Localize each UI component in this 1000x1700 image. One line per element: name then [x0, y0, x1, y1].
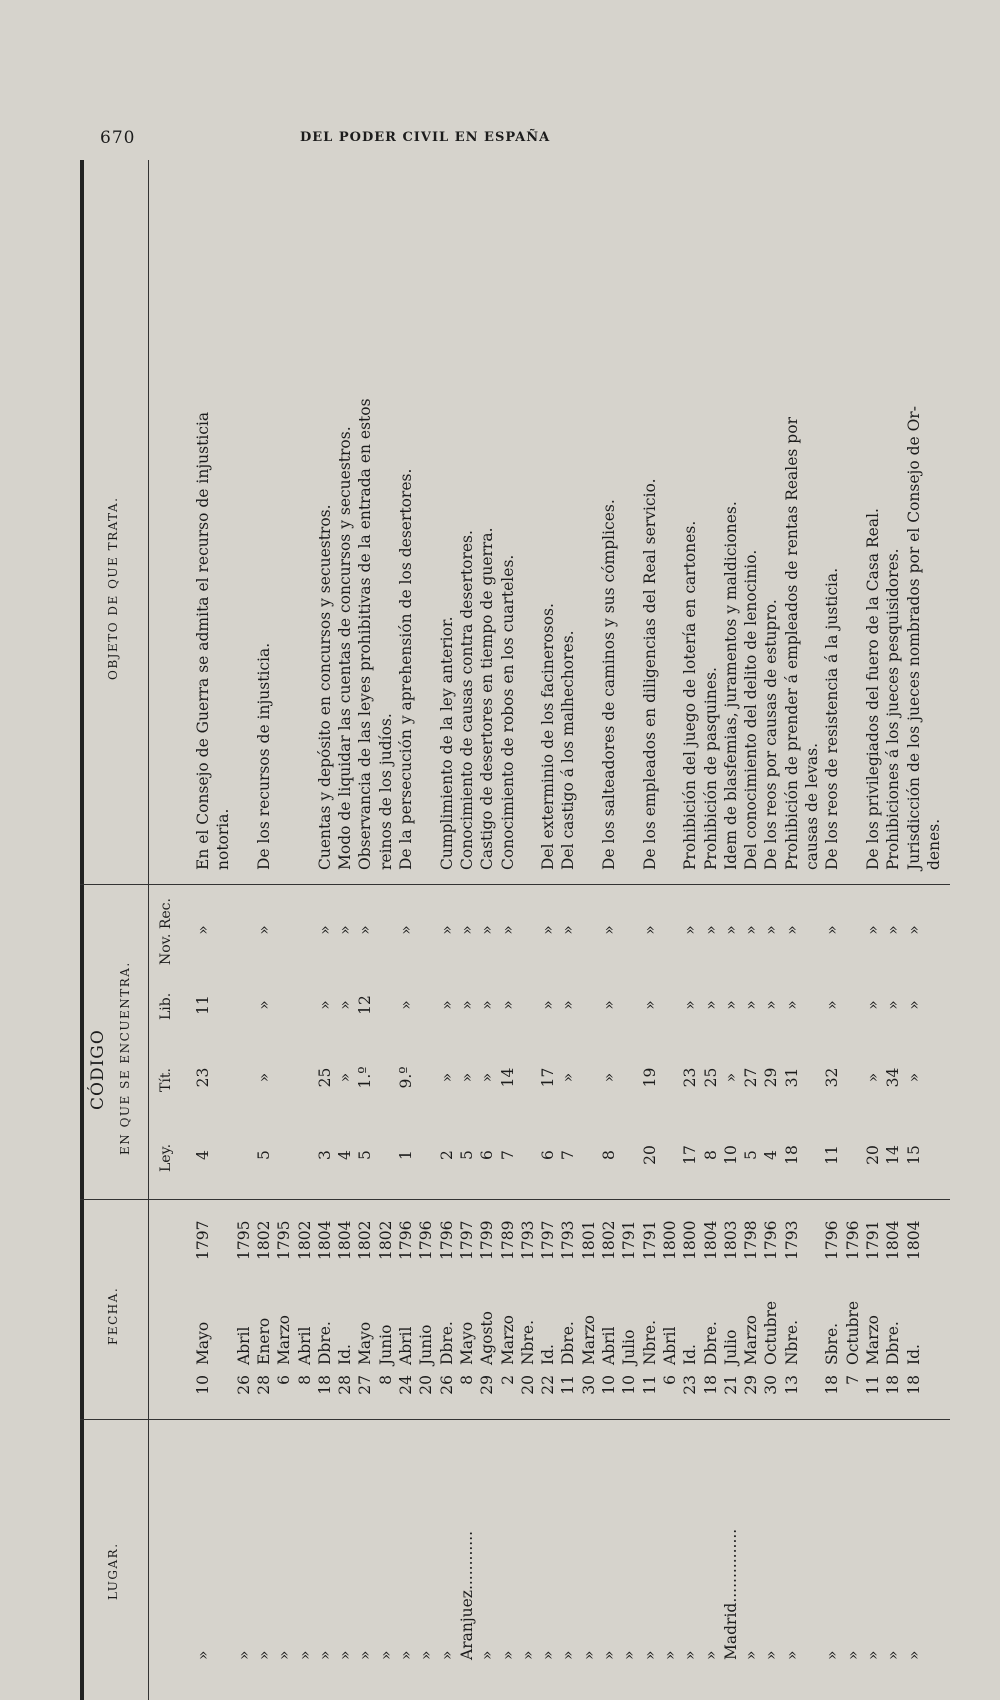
cell-year: 1791: [640, 1220, 659, 1260]
cell-month: Id.: [336, 1344, 355, 1365]
cell-objeto: Jurisdicción de los jueces nombrados por el Consejo de Or-: [904, 406, 923, 870]
cell-lugar: »: [376, 1650, 395, 1660]
cell-lib: »: [478, 1000, 497, 1010]
cell-day: 18: [884, 1375, 903, 1395]
cell-lib: »: [254, 1000, 273, 1010]
cell-lugar: »: [701, 1650, 720, 1660]
cell-tit: »: [254, 1072, 273, 1083]
cell-year: 1804: [315, 1220, 334, 1260]
cell-lugar: »: [600, 1650, 618, 1660]
cell-ley: 7: [559, 1150, 578, 1160]
cell-month: Nbre.: [518, 1320, 537, 1365]
col-header-fecha: FECHA.: [106, 1286, 120, 1345]
cell-ley: 5: [254, 1150, 273, 1160]
cell-month: Abril: [397, 1326, 415, 1365]
cell-ley: 6: [539, 1150, 558, 1160]
cell-month: Nbre.: [782, 1320, 801, 1365]
cell-ley: 5: [457, 1150, 476, 1160]
cell-day: 8: [295, 1375, 314, 1385]
cell-tit: »: [559, 1072, 578, 1083]
cell-month: Dbre.: [315, 1321, 334, 1365]
cell-day: 26: [234, 1375, 253, 1395]
cell-lib: »: [823, 1000, 842, 1010]
cell-lugar: »: [336, 1650, 355, 1660]
cell-ley: 1: [397, 1150, 415, 1160]
cell-day: 23: [681, 1375, 700, 1395]
cell-year: 1797: [539, 1220, 558, 1260]
cell-lugar: »: [254, 1650, 273, 1660]
cell-objeto: De los privilegiados del fuero de la Casa Real.: [863, 508, 882, 870]
cell-year: 1793: [782, 1220, 801, 1260]
cell-year: 1796: [843, 1220, 862, 1260]
cell-lugar: »: [518, 1650, 537, 1660]
cell-ley: 6: [478, 1150, 497, 1160]
cell-tit: »: [437, 1072, 456, 1083]
cell-objeto: Prohibiciones á los jueces pesquisidores.: [884, 548, 903, 870]
cell-month: Dbre.: [884, 1321, 903, 1365]
cell-objeto: De los salteadores de caminos y sus cómplices.: [600, 499, 618, 870]
cell-year: 1795: [234, 1220, 253, 1260]
cell-lugar: »: [559, 1650, 578, 1660]
cell-lugar: »: [843, 1650, 862, 1660]
cell-lugar: Madrid...............: [721, 1528, 740, 1660]
cell-year: 1804: [336, 1220, 355, 1260]
cell-objeto: Del conocimiento del delito de lenocinio.: [742, 549, 761, 870]
cell-nov: »: [498, 925, 517, 935]
cell-lugar: »: [762, 1650, 781, 1660]
cell-year: 1802: [600, 1220, 618, 1260]
cell-objeto: Conocimiento de robos en los cuarteles.: [498, 554, 517, 870]
cell-month: Mayo: [457, 1321, 476, 1365]
cell-tit: »: [721, 1072, 740, 1083]
page-number: 670: [100, 128, 136, 148]
cell-day: 28: [254, 1375, 273, 1395]
cell-month: Octubre: [762, 1300, 781, 1365]
cell-ley: 10: [721, 1145, 740, 1165]
cell-year: 1796: [417, 1220, 436, 1260]
table-row: [919, 160, 949, 1700]
cell-objeto: En el Consejo de Guerra se admita el recurso de injusticia: [194, 411, 212, 870]
cell-day: 21: [721, 1375, 740, 1395]
cell-day: 13: [782, 1375, 801, 1395]
cell-lugar: »: [275, 1650, 294, 1660]
cell-month: Dbre.: [701, 1321, 720, 1365]
cell-month: Id.: [539, 1344, 558, 1365]
cell-day: 27: [356, 1375, 375, 1395]
cell-ley: 4: [194, 1150, 212, 1160]
cell-objeto: Castigo de desertores en tiempo de guerra.: [478, 527, 497, 870]
cell-nov: »: [863, 925, 882, 935]
cell-tit: 25: [701, 1067, 720, 1088]
legislation-table-wrap: [80, 160, 950, 1700]
cell-day: 10: [600, 1375, 618, 1395]
cell-tit: 32: [823, 1067, 842, 1088]
cell-month: Enero: [254, 1317, 273, 1365]
cell-objeto: Del castigo á los malhechores.: [559, 630, 578, 870]
cell-lib: »: [397, 1000, 415, 1010]
subheader-ley: Ley.: [158, 1143, 174, 1172]
cell-nov: »: [559, 925, 578, 935]
cell-ley: 4: [336, 1150, 355, 1160]
cell-ley: 18: [782, 1145, 801, 1165]
cell-month: Id.: [904, 1344, 923, 1365]
cell-nov: »: [823, 925, 842, 935]
cell-day: 8: [376, 1375, 395, 1385]
cell-objeto: notoria.: [214, 808, 233, 870]
cell-lib: »: [457, 1000, 476, 1010]
cell-month: Mayo: [356, 1321, 375, 1365]
cell-tit: 29: [762, 1067, 781, 1088]
cell-objeto: Observancia de las leyes prohibitivas de la entrada en estos: [356, 398, 375, 870]
cell-month: Marzo: [498, 1314, 517, 1365]
cell-day: 8: [457, 1375, 476, 1385]
cell-objeto: reinos de los judíos.: [376, 713, 395, 870]
cell-lib: »: [315, 1000, 334, 1010]
cell-lugar: »: [863, 1650, 882, 1660]
page-header: [100, 128, 960, 152]
cell-objeto: Cumplimiento de la ley anterior.: [437, 616, 456, 870]
cell-tit: 25: [315, 1067, 334, 1088]
cell-month: Marzo: [579, 1314, 598, 1365]
cell-month: Abril: [295, 1326, 314, 1365]
cell-lugar: »: [681, 1650, 700, 1660]
running-title: DEL PODER CIVIL EN ESPAÑA: [300, 130, 551, 145]
cell-lugar: »: [397, 1650, 415, 1660]
cell-month: Octubre: [843, 1300, 862, 1365]
cell-lugar: »: [539, 1650, 558, 1660]
cell-day: 18: [701, 1375, 720, 1395]
cell-lib: »: [498, 1000, 517, 1010]
cell-lugar: »: [417, 1650, 436, 1660]
cell-lugar: »: [295, 1650, 314, 1660]
cell-lugar: »: [620, 1650, 639, 1660]
cell-year: 1800: [660, 1220, 679, 1260]
top-rule: [80, 160, 84, 1700]
cell-month: Id.: [681, 1344, 700, 1365]
cell-day: 6: [275, 1375, 294, 1385]
cell-nov: »: [721, 925, 740, 935]
cell-objeto: Del exterminio de los facinerosos.: [539, 603, 558, 870]
cell-ley: 11: [823, 1145, 842, 1165]
cell-lib: »: [600, 1000, 618, 1010]
cell-lugar: »: [356, 1650, 375, 1660]
cell-nov: »: [254, 925, 273, 935]
cell-year: 1796: [397, 1220, 415, 1260]
cell-month: Marzo: [742, 1314, 761, 1365]
cell-nov: »: [397, 925, 415, 935]
cell-day: 26: [437, 1375, 456, 1395]
cell-tit: 14: [498, 1067, 517, 1088]
cell-lugar: »: [640, 1650, 659, 1660]
cell-objeto: De los reos de resistencia á la justicia.: [823, 567, 842, 870]
cell-lugar: »: [234, 1650, 253, 1660]
cell-day: 11: [863, 1375, 882, 1395]
cell-month: Marzo: [863, 1314, 882, 1365]
cell-lib: »: [701, 1000, 720, 1010]
cell-month: Nbre.: [640, 1320, 659, 1365]
cell-tit: »: [600, 1072, 618, 1083]
cell-ley: 5: [742, 1150, 761, 1160]
cell-tit: 23: [194, 1067, 212, 1088]
cell-tit: 34: [884, 1067, 903, 1088]
cell-year: 1789: [498, 1220, 517, 1260]
cell-objeto: Prohibición del juego de lotería en cartones.: [681, 520, 700, 870]
cell-year: 1802: [254, 1220, 273, 1260]
cell-year: 1793: [518, 1220, 537, 1260]
cell-month: Abril: [600, 1326, 618, 1365]
cell-day: 18: [315, 1375, 334, 1395]
cell-objeto: De la persecución y aprehensión de los desertores.: [397, 468, 415, 870]
cell-lugar: »: [660, 1650, 679, 1660]
cell-lib: »: [539, 1000, 558, 1010]
cell-month: Julio: [620, 1329, 639, 1365]
subheader-nov: Nov. Rec.: [158, 898, 174, 965]
cell-ley: 8: [701, 1150, 720, 1160]
cell-lib: »: [681, 1000, 700, 1010]
cell-day: 11: [640, 1375, 659, 1395]
cell-ley: 7: [498, 1150, 517, 1160]
cell-lugar: »: [884, 1650, 903, 1660]
cell-month: Dbre.: [437, 1321, 456, 1365]
cell-year: 1800: [681, 1220, 700, 1260]
cell-tit: »: [478, 1072, 497, 1083]
cell-tit: 23: [681, 1067, 700, 1088]
cell-month: Junio: [417, 1324, 436, 1365]
cell-ley: 15: [904, 1145, 923, 1165]
cell-lib: »: [863, 1000, 882, 1010]
cell-day: 6: [660, 1375, 679, 1385]
cell-objeto: De los empleados en diligencias del Real servicio.: [640, 478, 659, 870]
cell-lib: »: [437, 1000, 456, 1010]
cell-year: 1796: [823, 1220, 842, 1260]
cell-nov: »: [336, 925, 355, 935]
cell-year: 1801: [579, 1220, 598, 1260]
cell-month: Julio: [721, 1329, 740, 1365]
cell-year: 1804: [701, 1220, 720, 1260]
col-header-codigo: CÓDIGO: [88, 1029, 108, 1110]
header-rule: [148, 160, 149, 1700]
cell-year: 1795: [275, 1220, 294, 1260]
cell-tit: 1.º: [356, 1066, 375, 1089]
cell-lugar: »: [579, 1650, 598, 1660]
cell-lugar: »: [782, 1650, 801, 1660]
cell-nov: »: [742, 925, 761, 935]
cell-year: 1791: [620, 1220, 639, 1260]
cell-objeto: De los recursos de injusticia.: [254, 642, 273, 870]
cell-year: 1804: [904, 1220, 923, 1260]
cell-ley: 2: [437, 1150, 456, 1160]
cell-objeto: Conocimiento de causas contra desertores.: [457, 530, 476, 870]
cell-lib: 11: [194, 995, 212, 1015]
cell-month: Dbre.: [559, 1321, 578, 1365]
cell-nov: »: [600, 925, 618, 935]
cell-year: 1796: [762, 1220, 781, 1260]
cell-tit: 9.º: [397, 1066, 415, 1089]
cell-objeto: denes.: [924, 818, 943, 870]
cell-year: 1802: [356, 1220, 375, 1260]
cell-tit: 27: [742, 1067, 761, 1088]
cell-year: 1799: [478, 1220, 497, 1260]
cell-month: Abril: [234, 1326, 253, 1365]
cell-nov: »: [356, 925, 375, 935]
cell-day: 28: [336, 1375, 355, 1395]
cell-nov: »: [904, 925, 923, 935]
cell-objeto: Prohibición de prender á empleados de rentas Reales por: [782, 417, 801, 870]
cell-month: Junio: [376, 1324, 395, 1365]
cell-year: 1802: [376, 1220, 395, 1260]
cell-lib: »: [782, 1000, 801, 1010]
cell-nov: »: [681, 925, 700, 935]
cell-year: 1798: [742, 1220, 761, 1260]
cell-lugar: »: [478, 1650, 497, 1660]
cell-lugar: »: [823, 1650, 842, 1660]
subheader-lib: Lib.: [158, 992, 174, 1020]
cell-ley: 17: [681, 1145, 700, 1165]
cell-day: 20: [417, 1375, 436, 1395]
cell-nov: »: [457, 925, 476, 935]
cell-year: 1802: [295, 1220, 314, 1260]
cell-month: Agosto: [478, 1311, 497, 1365]
cell-objeto: Prohibición de pasquines.: [701, 667, 720, 870]
cell-month: Abril: [660, 1326, 679, 1365]
cell-lib: 12: [356, 995, 375, 1015]
cell-nov: »: [782, 925, 801, 935]
cell-lib: »: [884, 1000, 903, 1010]
cell-lib: »: [904, 1000, 923, 1010]
cell-lugar: Aranjuez............: [457, 1530, 476, 1660]
legislation-table: [80, 160, 950, 1700]
cell-objeto: Idem de blasfemias, juramentos y maldiciones.: [721, 501, 740, 870]
cell-objeto: Modo de liquidar las cuentas de concursos y secuestros.: [336, 426, 355, 870]
cell-objeto: De los reos por causas de estupro.: [762, 599, 781, 870]
cell-ley: 5: [356, 1150, 375, 1160]
col-header-lugar: LUGAR.: [106, 1542, 120, 1600]
cell-ley: 8: [600, 1150, 618, 1160]
cell-nov: »: [762, 925, 781, 935]
cell-tit: »: [457, 1072, 476, 1083]
cell-ley: 3: [315, 1150, 334, 1160]
cell-ley: 14: [884, 1145, 903, 1165]
cell-tit: »: [863, 1072, 882, 1083]
cell-day: 29: [742, 1375, 761, 1395]
cell-lib: »: [721, 1000, 740, 1010]
cell-day: 18: [904, 1375, 923, 1395]
cell-day: 22: [539, 1375, 558, 1395]
cell-day: 18: [823, 1375, 842, 1395]
cell-day: 20: [518, 1375, 537, 1395]
cell-nov: »: [701, 925, 720, 935]
cell-nov: »: [884, 925, 903, 935]
cell-lib: »: [762, 1000, 781, 1010]
cell-year: 1797: [457, 1220, 476, 1260]
cell-year: 1803: [721, 1220, 740, 1260]
cell-year: 1791: [863, 1220, 882, 1260]
subheader-tit: Tít.: [158, 1068, 174, 1092]
cell-nov: »: [194, 925, 212, 935]
cell-lugar: »: [315, 1650, 334, 1660]
cell-month: Sbre.: [823, 1322, 842, 1365]
cell-nov: »: [640, 925, 659, 935]
cell-day: 2: [498, 1375, 517, 1385]
cell-lugar: »: [742, 1650, 761, 1660]
cell-day: 30: [762, 1375, 781, 1395]
cell-lugar: »: [498, 1650, 517, 1660]
cell-lib: »: [742, 1000, 761, 1010]
cell-year: 1797: [194, 1220, 212, 1260]
cell-year: 1793: [559, 1220, 578, 1260]
cell-ley: 4: [762, 1150, 781, 1160]
cell-tit: »: [904, 1072, 923, 1083]
cell-lugar: »: [904, 1650, 923, 1660]
cell-year: 1796: [437, 1220, 456, 1260]
cell-year: 1804: [884, 1220, 903, 1260]
cell-day: 24: [397, 1375, 415, 1395]
cell-day: 30: [579, 1375, 598, 1395]
cell-ley: 20: [640, 1145, 659, 1165]
col-header-codigo-sub: EN QUE SE ENCUENTRA.: [118, 961, 132, 1155]
cell-lib: »: [559, 1000, 578, 1010]
col-header-objeto: OBJETO DE QUE TRATA.: [106, 496, 120, 680]
cell-nov: »: [437, 925, 456, 935]
cell-lib: »: [336, 1000, 355, 1010]
cell-tit: 19: [640, 1067, 659, 1088]
cell-lugar: »: [194, 1650, 212, 1660]
cell-day: 10: [620, 1375, 639, 1395]
cell-month: Mayo: [194, 1321, 212, 1365]
cell-nov: »: [539, 925, 558, 935]
cell-day: 29: [478, 1375, 497, 1395]
cell-day: 7: [843, 1375, 862, 1385]
cell-tit: »: [336, 1072, 355, 1083]
cell-lib: »: [640, 1000, 659, 1010]
cell-nov: »: [315, 925, 334, 935]
cell-tit: 17: [539, 1067, 558, 1088]
cell-nov: »: [478, 925, 497, 935]
cell-objeto: causas de levas.: [803, 742, 821, 870]
cell-tit: 31: [782, 1067, 801, 1088]
cell-objeto: Cuentas y depósito en concursos y secuestros.: [315, 504, 334, 870]
cell-lugar: »: [437, 1650, 456, 1660]
cell-ley: 20: [863, 1145, 882, 1165]
cell-day: 10: [194, 1375, 212, 1395]
cell-month: Marzo: [275, 1314, 294, 1365]
cell-day: 11: [559, 1375, 578, 1395]
